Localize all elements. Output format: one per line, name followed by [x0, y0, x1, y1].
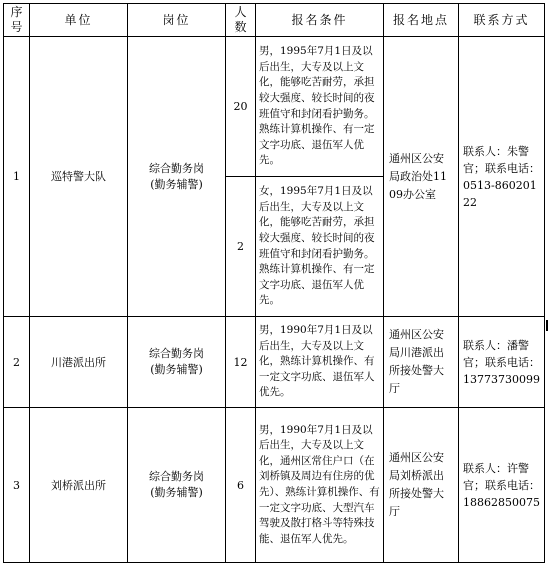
row-contact: 联系人：许警官；联系电话：18862850075	[459, 408, 545, 563]
row-contact: 联系人：朱警官；联系电话：0513-86020122	[459, 37, 545, 317]
row-unit: 刘桥派出所	[30, 408, 128, 563]
row-conditions: 男，1990年7月1日及以后出生，大专及以上文化，通州区常住户口（在刘桥镇及周边有住房的优先）、熟练计算机操作、有一定文字功底、大型汽车驾驶及散打格斗等特殊技能、退伍军人优先。	[256, 408, 384, 563]
row-contact: 联系人：潘警官；联系电话：13773730099	[459, 317, 545, 408]
header-row	[4, 4, 545, 37]
row-location: 通州区公安局政治处1109办公室	[384, 37, 459, 317]
cursor-mark	[546, 320, 548, 331]
header-unit: 单位	[30, 4, 128, 37]
header-location: 报名地点	[384, 4, 459, 37]
row-unit: 巡特警大队	[30, 37, 128, 317]
row-count: 6	[226, 408, 256, 563]
row-post: 综合勤务岗 (勤务辅警)	[128, 408, 226, 563]
table-row	[4, 37, 545, 177]
row-count: 12	[226, 317, 256, 408]
row-unit: 川港派出所	[30, 317, 128, 408]
row-conditions: 男，1990年7月1日及以后出生，大专及以上文化，熟练计算机操作、有一定文字功底、退伍军人优先。	[256, 317, 384, 408]
header-conditions: 报名条件	[256, 4, 384, 37]
row-post: 综合勤务岗 (勤务辅警)	[128, 37, 226, 317]
row-conditions: 女，1995年7月1日及以后出生，大专及以上文化，能够吃苦耐劳，承担较大强度、较长时间的夜班值守和封闭看护勤务。熟练计算机操作、有一定文字功底、退伍军人优先。	[256, 177, 384, 317]
recruitment-table	[3, 3, 545, 563]
table-row	[4, 408, 545, 563]
row-seq: 1	[4, 37, 30, 317]
header-count: 人 数	[226, 4, 256, 37]
header-contact: 联系方式	[459, 4, 545, 37]
row-seq: 2	[4, 317, 30, 408]
header-seq: 序 号	[4, 4, 30, 37]
row-count: 2	[226, 177, 256, 317]
row-seq: 3	[4, 408, 30, 563]
row-post: 综合勤务岗 (勤务辅警)	[128, 317, 226, 408]
row-location: 通州区公安局刘桥派出所接处警大厅	[384, 408, 459, 563]
row-conditions: 男，1995年7月1日及以后出生，大专及以上文化，能够吃苦耐劳，承担较大强度、较长时间的夜班值守和封闭看护勤务。熟练计算机操作、有一定文字功底、退伍军人优先。	[256, 37, 384, 177]
row-count: 20	[226, 37, 256, 177]
table-row	[4, 317, 545, 408]
header-post: 岗位	[128, 4, 226, 37]
row-location: 通州区公安局川港派出所接处警大厅	[384, 317, 459, 408]
